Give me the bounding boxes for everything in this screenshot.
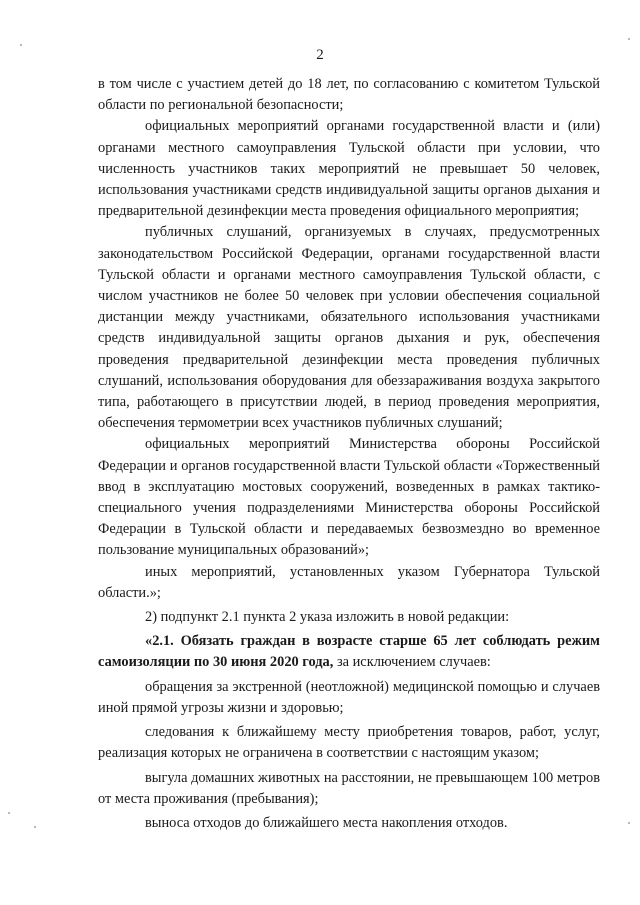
- paragraph-other-events: иных мероприятий, установленных указом Губернатора Тульской области.»;: [98, 563, 600, 601]
- paragraph-shopping-exception: следования к ближайшему месту приобретения товаров, работ, услуг, реализация которых не ограничена в соответствии с настоящим указом;: [98, 724, 600, 762]
- scan-speck: [628, 822, 630, 824]
- paragraph-medical-exception: обращения за экстренной (неотложной) медицинской помощью и случаев иной прямой угрозы жизни и здоровью;: [98, 678, 600, 716]
- scan-speck: [20, 44, 22, 46]
- scan-speck: [628, 38, 630, 40]
- paragraph-waste-exception: выноса отходов до ближайшего места накопления отходов.: [145, 814, 508, 831]
- scan-speck: [34, 826, 36, 828]
- paragraph-official-events: официальных мероприятий органами государственной власти и (или) органами местного самоуправления Тульской области при условии, что численность участников таких мероприятий не превышает 50 человек, использования участниками средств индивидуальной защиты органов дыхания и предварительной дезинфекции места проведения официального мероприятия;: [98, 118, 600, 220]
- paragraph-self-isolation: [98, 631, 600, 673]
- document-body: [98, 74, 600, 834]
- paragraph-subclause-amendment: 2) подпункт 2.1 пункта 2 указа изложить в новой редакции:: [145, 609, 510, 626]
- scan-speck: [8, 812, 10, 814]
- paragraph-continuation: в том числе с участием детей до 18 лет, по согласованию с комитетом Тульской области по региональной безопасности;: [98, 76, 600, 114]
- self-isolation-text: за исключением случаев:: [333, 654, 491, 671]
- paragraph-defense-ministry-events: официальных мероприятий Министерства обороны Российской Федерации и органов государственной власти Тульской области «Торжественный ввод в эксплуатацию мостовых сооружений, возведенных в рамках тактико-специального учения подразделениями Министерства обороны Российской Федерации в Тульской области и передаваемых безвозмездно во временное пользование муниципальных образований»;: [98, 436, 600, 559]
- self-isolation-bold-text: «2.1. Обязать граждан в возрасте старше 65 лет соблюдать режим самоизоляции по 30 июня 2020 года,: [98, 633, 600, 671]
- paragraph-public-hearings: публичных слушаний, организуемых в случаях, предусмотренных законодательством Российской Федерации, органами государственной власти Тульской области и органами местного самоуправления Тульской области, с числом участников не более 50 человек при условии обеспечения социальной дистанции между участниками, обязательного использования участниками средств индивидуальной защиты органов дыхания и рук, обеспечения проведения предварительной дезинфекции места проведения публичных слушаний, использования оборудования для обеззараживания воздуха закрытого типа, работающего в присутствии людей, в период проведения мероприятия, обеспечения термометрии всех участников публичных слушаний;: [98, 224, 600, 432]
- paragraph-pets-exception: выгула домашних животных на расстоянии, не превышающем 100 метров от места проживания (пребывания);: [98, 769, 600, 807]
- page-number: 2: [316, 47, 324, 63]
